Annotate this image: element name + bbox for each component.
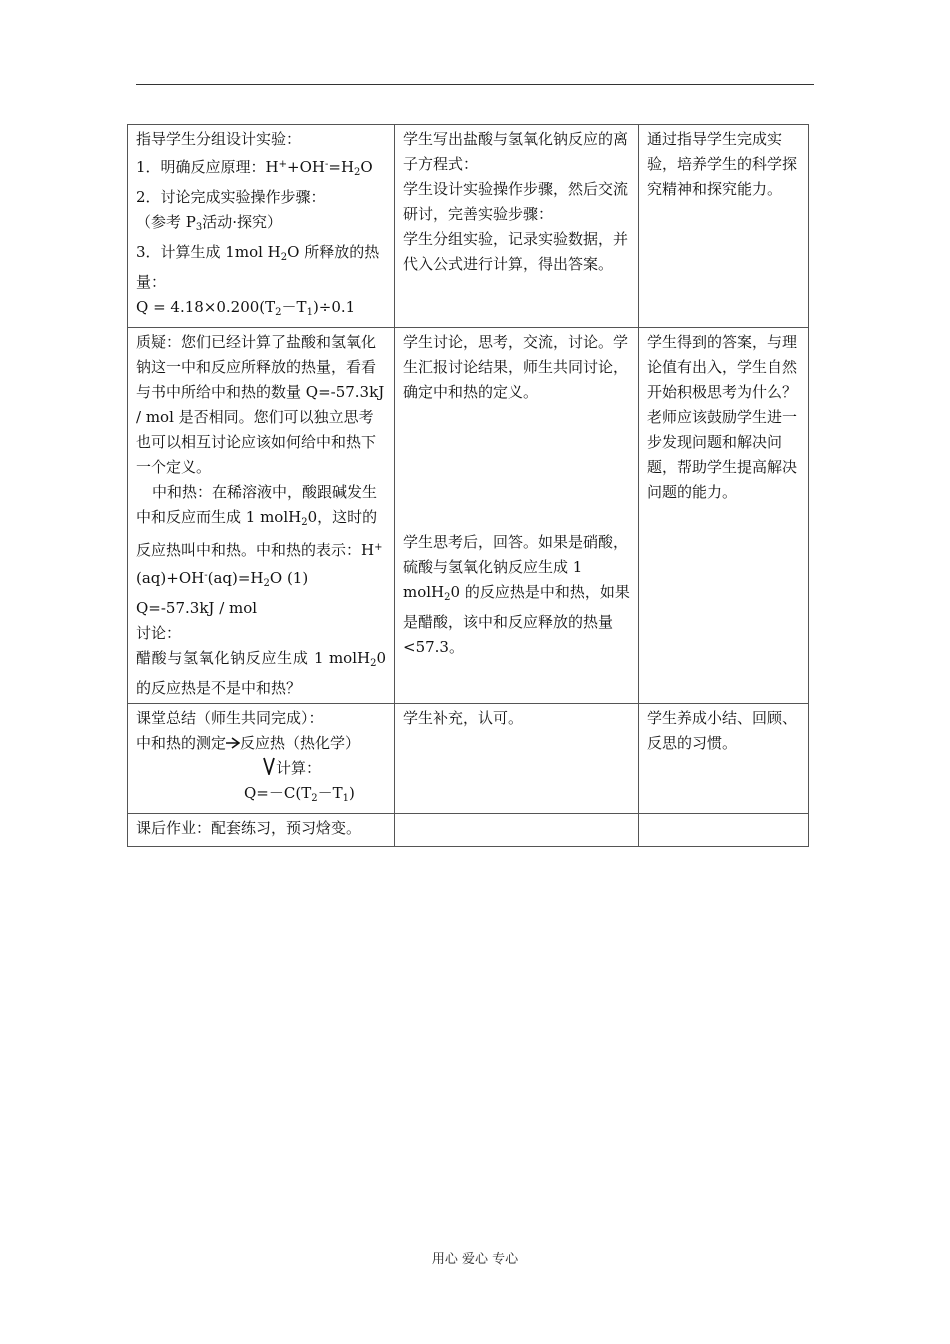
text-fragment: 中和热：在稀溶液中，酸跟碱发生中和反应而生成 1 molH xyxy=(136,483,378,526)
teacher-activity-cell xyxy=(128,814,395,847)
text-fragment: O xyxy=(360,158,373,176)
text-fragment: 学生思考后，回答。如果是硝酸，硫酸与氢氧化钠反应生成 1 molH xyxy=(403,533,629,601)
text-fragment: ) xyxy=(348,784,355,802)
subscript: 2 xyxy=(301,517,308,528)
subscript: 2 xyxy=(444,592,451,603)
header-rule xyxy=(136,84,814,85)
text-fragment: (aq)+OH xyxy=(136,569,205,587)
text-fragment: +OH xyxy=(287,158,325,176)
text-line xyxy=(136,152,386,185)
question-paragraph: 质疑：您们已经计算了盐酸和氢氧化钠这一中和反应所释放的热量，看看与书中所给中和热的数量 Q=-57.3kJ / mol 是否相同。您们可以独立思考也可以相互讨论应该如何给中和热下一个定义。 xyxy=(136,333,385,476)
paragraph xyxy=(403,530,630,660)
teacher-activity-cell xyxy=(128,328,395,704)
diagram-right-label: 反应热（热化学） xyxy=(240,734,361,752)
text-fragment: 0 的反应热是不是中和热？ xyxy=(136,649,386,697)
arrow-right-icon xyxy=(226,732,240,744)
student-activity-cell xyxy=(395,328,639,704)
formula-line xyxy=(136,781,386,811)
definition-paragraph xyxy=(136,480,386,621)
design-intent-cell xyxy=(639,125,809,328)
discussion-label: 讨论： xyxy=(136,624,182,642)
table-row xyxy=(128,328,809,704)
subscript: 3 xyxy=(195,222,203,233)
superscript: + xyxy=(278,159,288,170)
spacer xyxy=(403,405,630,530)
subscript: 2 xyxy=(311,793,318,804)
paragraph: 通过指导学生完成实验，培养学生的科学探究精神和探究能力。 xyxy=(647,130,798,198)
subscript: 2 xyxy=(263,578,270,589)
summary-title: 课堂总结（师生共同完成）： xyxy=(136,709,324,727)
table-row xyxy=(128,125,809,328)
design-intent-cell xyxy=(639,814,809,847)
paragraph: 学生讨论，思考，交流，讨论。学生汇报讨论结果，师生共同讨论，确定中和热的定义。 xyxy=(403,333,629,401)
lesson-plan-table xyxy=(127,124,809,847)
text-fragment: 醋酸与氢氧化钠反应生成 1 molH xyxy=(136,649,371,667)
homework-text: 课后作业：配套练习，预习焓变。 xyxy=(136,819,362,837)
text-line xyxy=(136,210,386,240)
teacher-activity-cell xyxy=(128,704,395,814)
text-fragment: （参考 P xyxy=(136,213,196,231)
text-fragment: 3．计算生成 1mol H xyxy=(136,243,281,261)
superscript: - xyxy=(204,570,208,581)
text-line: 指导学生分组设计实验： xyxy=(136,130,302,148)
student-activity-cell xyxy=(395,814,639,847)
text-fragment: 0，这时的反应热叫中和热。中和热的表示：H xyxy=(136,508,378,559)
summary-diagram-line xyxy=(136,731,386,756)
summary-calc-line xyxy=(136,756,386,781)
subscript: 2 xyxy=(280,252,288,263)
calc-label: 计算： xyxy=(276,759,322,777)
text-fragment: )÷0.1 xyxy=(312,298,356,316)
diagram-left-label: 中和热的测定 xyxy=(136,734,227,752)
text-line xyxy=(136,240,386,295)
text-fragment: (aq)=H xyxy=(207,569,264,587)
student-activity-cell xyxy=(395,125,639,328)
design-intent-cell xyxy=(639,704,809,814)
arrow-down-icon xyxy=(262,757,276,779)
discussion-question xyxy=(136,646,386,701)
text-line xyxy=(136,295,386,325)
page-footer: 用心 爱心 专心 xyxy=(431,1252,519,1267)
subscript: 2 xyxy=(370,658,377,669)
text-fragment: 1．明确反应原理：H xyxy=(136,158,279,176)
teacher-activity-cell xyxy=(128,125,395,328)
subscript: 1 xyxy=(342,793,349,804)
subscript: 2 xyxy=(354,167,361,178)
text-fragment: O 所释放的热量： xyxy=(136,243,380,291)
text-fragment: =H xyxy=(328,158,355,176)
text-fragment: －T xyxy=(317,784,343,802)
paragraph: 学生写出盐酸与氢氧化钠反应的离子方程式： 学生设计实验操作步骤，然后交流研讨，完善实验步骤： 学生分组实验，记录实验数据，并代入公式进行计算，得出答案。 xyxy=(403,130,629,273)
superscript: - xyxy=(324,159,329,170)
text-fragment: 活动·探究） xyxy=(202,213,283,231)
text-line: 2．讨论完成实验操作步骤： xyxy=(136,188,326,206)
text-fragment: Q = 4.18×0.200(T xyxy=(136,298,276,316)
subscript: 1 xyxy=(306,307,313,318)
text-fragment: 0 的反应热是中和热，如果是醋酸，该中和反应释放的热量<57.3。 xyxy=(403,583,630,656)
paragraph: 学生补充，认可。 xyxy=(403,709,524,727)
text-fragment: －T xyxy=(281,298,307,316)
subscript: 2 xyxy=(275,307,282,318)
text-fragment: O (1) Q=-57.3kJ / mol xyxy=(136,569,309,617)
superscript: + xyxy=(374,542,383,553)
paragraph: 学生养成小结、回顾、反思的习惯。 xyxy=(647,709,798,752)
paragraph: 学生得到的答案，与理论值有出入，学生自然开始积极思考为什么？老师应该鼓励学生进一步发现问题和解决问题，帮助学生提高解决问题的能力。 xyxy=(647,333,798,501)
student-activity-cell xyxy=(395,704,639,814)
design-intent-cell xyxy=(639,328,809,704)
table-row xyxy=(128,704,809,814)
table-row xyxy=(128,814,809,847)
text-fragment: Q=－C(T xyxy=(244,784,312,802)
